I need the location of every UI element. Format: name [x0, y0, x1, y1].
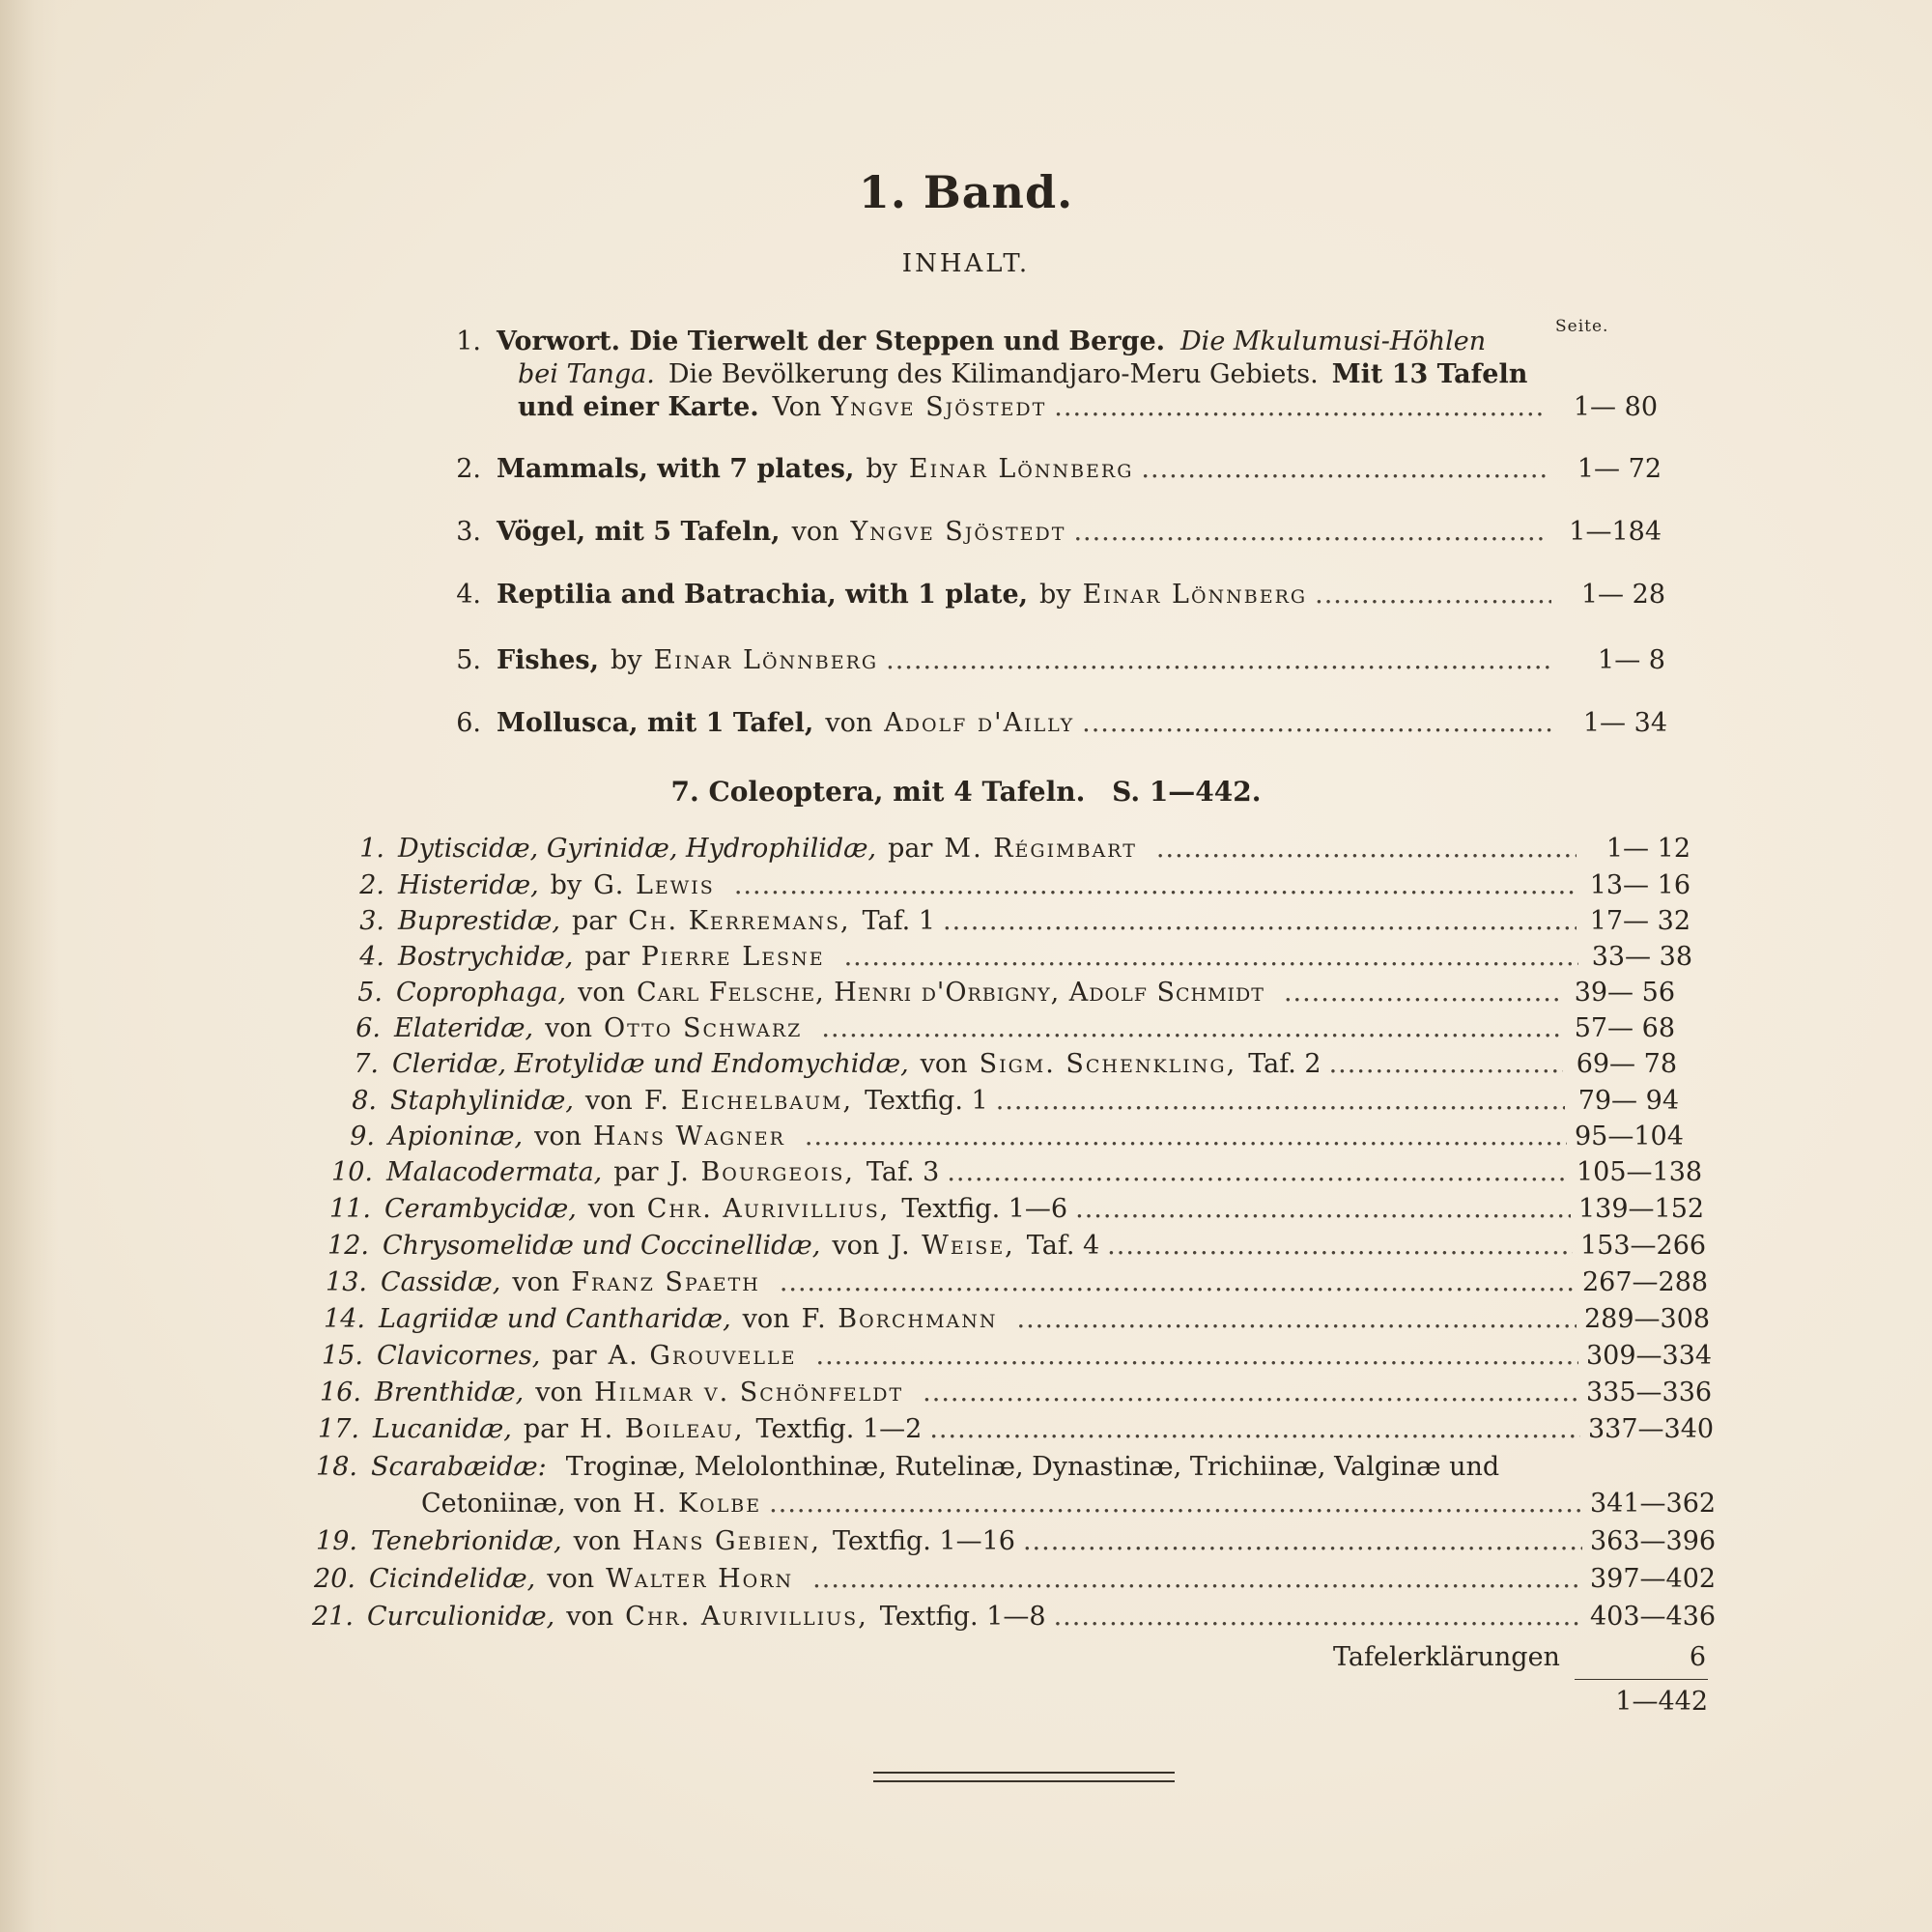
entry-number: 3. — [359, 906, 384, 936]
entry-number: 6. — [355, 1013, 381, 1043]
leader-dots — [1023, 1526, 1582, 1556]
entry-author: F. Borchmann — [801, 1304, 998, 1334]
leader-dots — [734, 870, 1577, 900]
entry-by: Von — [772, 392, 822, 422]
entry-author: J. Bourgeois, — [669, 1157, 855, 1187]
volume-title: 1. Band. — [858, 166, 1074, 218]
entry-title-bold: Mit 13 Tafeln — [1331, 359, 1528, 389]
leader-dots — [1073, 517, 1548, 547]
entry-author: M. Régimbart — [944, 834, 1137, 864]
section-title: 7. Coleoptera, mit 4 Tafeln. — [670, 776, 1086, 808]
entry-extra: Taf. 4 — [1026, 1231, 1100, 1261]
entry-number: 15. — [322, 1341, 363, 1371]
leader-dots — [1315, 580, 1551, 610]
entry-author: Chr. Aurivillius, — [625, 1602, 868, 1632]
entry-number: 17. — [318, 1414, 359, 1444]
entry-number: 13. — [326, 1267, 367, 1297]
entry-family: Cleridæ, Erotylidæ und Endomychidæ, — [392, 1049, 909, 1079]
entry-number: 3. — [456, 517, 481, 547]
toc-entry-5 — [444, 645, 1665, 675]
leader-dots — [929, 1414, 1580, 1444]
entry-by: par — [552, 1341, 597, 1371]
entry-by: von — [534, 1122, 582, 1151]
entry-title-text: Die Bevölkerung des Kilimandjaro-Meru Gebiets. — [668, 359, 1319, 389]
entry-by: von — [584, 1086, 633, 1116]
entry-pages: 1—184 — [1569, 517, 1662, 547]
entry-by: von — [832, 1231, 880, 1261]
coleoptera-entry — [311, 1452, 1586, 1482]
coleoptera-entry — [330, 1086, 1679, 1116]
entry-pages: 33— 38 — [1591, 942, 1692, 972]
leader-dots — [816, 1341, 1579, 1371]
book-gutter — [0, 0, 58, 1932]
entry-family: Dytiscidæ, Gyrinidæ, Hydrophilidæ, — [398, 834, 877, 864]
entry-family: Histeridæ, — [398, 870, 539, 900]
leader-dots — [780, 1267, 1575, 1297]
leader-dots — [1075, 1194, 1571, 1224]
entry-title: Reptilia and Batrachia, with 1 plate, — [497, 580, 1029, 610]
coleoptera-entry-continuation — [421, 1489, 1717, 1519]
entry-family: Buprestidæ, — [398, 906, 560, 936]
coleoptera-entry — [327, 1157, 1703, 1187]
entry-family: Cicindelidæ, — [369, 1564, 536, 1594]
entry-title-bold: und einer Karte. — [518, 392, 759, 422]
entry-family: Malacodermata, — [386, 1157, 603, 1187]
entry-extra: Textfig. 1—8 — [879, 1602, 1046, 1632]
closing-rule-top — [873, 1772, 1175, 1774]
entry-pages: 1— 28 — [1580, 580, 1665, 610]
sum-rule — [1575, 1679, 1708, 1680]
entry-number: 11. — [329, 1194, 371, 1224]
entry-title-italic: bei Tanga. — [518, 359, 655, 389]
entry-family: Tenebrionidæ, — [371, 1526, 562, 1556]
entry-extra: Taf. 3 — [866, 1157, 940, 1187]
entry-pages: 335—336 — [1586, 1378, 1713, 1407]
leader-dots — [805, 1122, 1567, 1151]
entry-by: by — [550, 870, 582, 900]
coleoptera-entry — [338, 870, 1690, 900]
entry-by: von — [547, 1564, 595, 1594]
total-pages: 1—442 — [1615, 1687, 1708, 1717]
entry-family: Scarabæidæ: — [371, 1452, 547, 1482]
leader-dots — [1141, 454, 1548, 484]
entry-number: 8. — [352, 1086, 377, 1116]
plate-explanations-label: Tafelerklärungen — [1333, 1642, 1560, 1672]
entry-extra: Troginæ, Melolonthinæ, Rutelinæ, Dynastinæ, Trichiinæ, Valginæ und — [565, 1452, 1500, 1482]
contents-heading: INHALT. — [901, 249, 1031, 278]
entry-by: par — [888, 834, 933, 864]
entry-family: Lucanidæ, — [373, 1414, 512, 1444]
entry-number: 20. — [314, 1564, 355, 1594]
entry-by: by — [1039, 580, 1071, 610]
coleoptera-entry — [328, 1122, 1684, 1151]
coleoptera-entry — [334, 1013, 1675, 1043]
entry-pages: 1— 8 — [1598, 645, 1665, 675]
entry-author: Sigm. Schenkling, — [979, 1049, 1237, 1079]
leader-dots — [947, 1157, 1569, 1187]
toc-entry-3 — [444, 517, 1662, 547]
entry-number: 2. — [456, 454, 481, 484]
page-column-label: Seite. — [1555, 317, 1609, 336]
entry-pages: 341—362 — [1590, 1489, 1717, 1519]
entry-pages: 1— 80 — [1573, 392, 1658, 422]
entry-family: Brenthidæ, — [375, 1378, 525, 1407]
entry-author: Einar Lönnberg — [908, 454, 1134, 484]
entry-author: Ch. Kerremans, — [628, 906, 851, 936]
entry-family: Coprophaga, — [396, 978, 567, 1008]
entry-family: Elateridæ, — [394, 1013, 534, 1043]
entry-author: J. Weise, — [891, 1231, 1015, 1261]
entry-author: H. Boileau, — [580, 1414, 745, 1444]
entry-by: von — [512, 1267, 560, 1297]
entry-number: 7. — [354, 1049, 379, 1079]
coleoptera-entry — [338, 834, 1690, 864]
entry-by: von — [573, 1526, 621, 1556]
entry-title: Fishes, — [497, 645, 600, 675]
entry-by: par — [584, 942, 630, 972]
entry-by: von — [535, 1378, 583, 1407]
entry-by: von — [545, 1013, 592, 1043]
entry-by: by — [611, 645, 642, 675]
entry-by: von — [566, 1602, 614, 1632]
entry-pages: 1— 12 — [1605, 834, 1690, 864]
entry-number: 10. — [331, 1157, 373, 1187]
entry-author: Adolf d'Ailly — [884, 708, 1075, 738]
entry-pages: 17— 32 — [1589, 906, 1690, 936]
entry-number: 4. — [456, 580, 481, 610]
entry-family: Chrysomelidæ und Coccinellidæ, — [383, 1231, 821, 1261]
entry-extra: Taf. 1 — [862, 906, 936, 936]
leader-dots — [844, 942, 1578, 972]
leader-dots — [769, 1489, 1582, 1519]
entry-author: Carl Felsche, Henri d'Orbigny, Adolf Schmidt — [637, 978, 1264, 1008]
entry-pages: 79— 94 — [1577, 1086, 1679, 1116]
entry-extra: Textfig. 1 — [865, 1086, 988, 1116]
entry-family: Lagriidæ und Cantharidæ, — [379, 1304, 731, 1334]
leader-dots — [1017, 1304, 1577, 1334]
entry-number: 1. — [359, 834, 384, 864]
entry-by: von — [742, 1304, 790, 1334]
coleoptera-entry — [311, 1526, 1717, 1556]
entry-author: G. Lewis — [593, 870, 715, 900]
leader-dots — [886, 645, 1551, 675]
entry-pages: 403—436 — [1590, 1602, 1717, 1632]
entry-title: Mammals, with 7 plates, — [497, 454, 855, 484]
entry-pages: 363—396 — [1590, 1526, 1717, 1556]
entry-family: Apioninæ, — [388, 1122, 524, 1151]
entry-number: 19. — [316, 1526, 357, 1556]
coleoptera-entry — [307, 1602, 1717, 1632]
entry-pages: 39— 56 — [1574, 978, 1675, 1008]
coleoptera-entry — [338, 942, 1692, 972]
entry-by: von — [791, 517, 839, 547]
entry-author: H. Kolbe — [633, 1489, 762, 1519]
leader-dots — [943, 906, 1577, 936]
entry-pages: 105—138 — [1577, 1157, 1703, 1187]
entry-author: Hans Gebien, — [632, 1526, 821, 1556]
coleoptera-entry — [309, 1564, 1717, 1594]
entry-author: A. Grouvelle — [608, 1341, 797, 1371]
entry-number: 21. — [312, 1602, 354, 1632]
entry-family: Clavicornes, — [377, 1341, 541, 1371]
entry-by: Cetoniinæ, von — [421, 1489, 622, 1519]
entry-number: 5. — [357, 978, 383, 1008]
closing-rule-bottom — [873, 1780, 1175, 1782]
entry-author: Einar Lönnberg — [653, 645, 879, 675]
leader-dots — [1329, 1049, 1563, 1079]
entry-pages: 309—334 — [1586, 1341, 1713, 1371]
leader-dots — [1107, 1231, 1573, 1261]
coleoptera-entry — [321, 1267, 1709, 1297]
entry-by: par — [523, 1414, 569, 1444]
coleoptera-entry — [332, 1049, 1677, 1079]
entry-author: Einar Lönnberg — [1082, 580, 1308, 610]
coleoptera-entry — [317, 1341, 1713, 1371]
toc-entry-1-line3 — [518, 392, 1658, 422]
entry-by: von — [587, 1194, 636, 1224]
toc-entry-4 — [444, 580, 1665, 610]
leader-dots — [1054, 392, 1544, 422]
entry-number: 16. — [320, 1378, 361, 1407]
entry-by: par — [572, 906, 617, 936]
entry-title-italic: Die Mkulumusi-Höhlen — [1180, 327, 1487, 356]
entry-author: Walter Horn — [606, 1564, 794, 1594]
entry-author: Otto Schwarz — [603, 1013, 803, 1043]
entry-number: 14. — [324, 1304, 365, 1334]
entry-pages: 1— 34 — [1582, 708, 1667, 738]
entry-pages: 57— 68 — [1574, 1013, 1675, 1043]
entry-family: Bostrychidæ, — [398, 942, 574, 972]
entry-pages: 267—288 — [1582, 1267, 1709, 1297]
coleoptera-entry — [315, 1378, 1713, 1407]
entry-author: Hilmar v. Schönfeldt — [594, 1378, 904, 1407]
entry-family: Curculionidæ, — [367, 1602, 555, 1632]
entry-author: Yngve Sjöstedt — [831, 392, 1047, 422]
entry-author: Chr. Aurivillius, — [646, 1194, 891, 1224]
leader-dots — [1054, 1602, 1582, 1632]
leader-dots — [923, 1378, 1578, 1407]
entry-author: Pierre Lesne — [640, 942, 825, 972]
coleoptera-entry — [338, 906, 1690, 936]
entry-extra: Taf. 2 — [1248, 1049, 1321, 1079]
plate-explanations-pages: 6 — [1689, 1642, 1706, 1672]
entry-extra: Textfig. 1—6 — [901, 1194, 1068, 1224]
entry-pages: 95—104 — [1575, 1122, 1684, 1151]
leader-dots — [1284, 978, 1561, 1008]
entry-family: Cerambycidæ, — [384, 1194, 577, 1224]
entry-pages: 69— 78 — [1576, 1049, 1677, 1079]
entry-number: 9. — [350, 1122, 375, 1151]
entry-author: Hans Wagner — [592, 1122, 785, 1151]
coleoptera-entry — [323, 1231, 1707, 1261]
leader-dots — [1156, 834, 1577, 864]
entry-pages: 13— 16 — [1589, 870, 1690, 900]
coleoptera-entry — [313, 1414, 1715, 1444]
entry-number: 18. — [316, 1452, 357, 1482]
entry-by: von — [920, 1049, 968, 1079]
coleoptera-entry — [325, 1194, 1705, 1224]
entry-pages: 289—308 — [1584, 1304, 1711, 1334]
entry-family: Cassidæ, — [381, 1267, 501, 1297]
entry-pages: 397—402 — [1590, 1564, 1717, 1594]
entry-by: von — [825, 708, 873, 738]
toc-entry-1-line1 — [444, 327, 1526, 356]
entry-number: 12. — [327, 1231, 369, 1261]
entry-pages: 153—266 — [1580, 1231, 1707, 1261]
entry-number: 4. — [359, 942, 384, 972]
coleoptera-entry — [319, 1304, 1711, 1334]
entry-extra: Textfig. 1—16 — [833, 1526, 1015, 1556]
entry-title: Vögel, mit 5 Tafeln, — [497, 517, 781, 547]
coleoptera-entry — [336, 978, 1675, 1008]
entry-pages: 1— 72 — [1577, 454, 1662, 484]
entry-number: 2. — [359, 870, 384, 900]
entry-number: 5. — [456, 645, 481, 675]
entry-by: by — [866, 454, 897, 484]
section-heading — [0, 776, 1932, 808]
entry-author: Franz Spaeth — [571, 1267, 760, 1297]
section-pages: S. 1—442. — [1112, 776, 1262, 808]
entry-author: Yngve Sjöstedt — [850, 517, 1066, 547]
entry-title: Vorwort. Die Tierwelt der Steppen und Berge. — [497, 327, 1166, 356]
toc-entry-2 — [444, 454, 1662, 484]
leader-dots — [821, 1013, 1561, 1043]
entry-extra: Textfig. 1—2 — [755, 1414, 923, 1444]
entry-pages: 337—340 — [1588, 1414, 1715, 1444]
leader-dots — [1082, 708, 1553, 738]
toc-entry-6 — [444, 708, 1667, 738]
entry-number: 6. — [456, 708, 481, 738]
leader-dots — [996, 1086, 1565, 1116]
entry-by: von — [578, 978, 625, 1008]
entry-by: par — [613, 1157, 659, 1187]
toc-entry-1-line2 — [518, 359, 1528, 389]
entry-title: Mollusca, mit 1 Tafel, — [497, 708, 814, 738]
entry-author: F. Eichelbaum, — [643, 1086, 854, 1116]
leader-dots — [812, 1564, 1582, 1594]
entry-number: 1. — [456, 327, 481, 356]
entry-pages: 139—152 — [1578, 1194, 1705, 1224]
entry-family: Staphylinidæ, — [390, 1086, 574, 1116]
